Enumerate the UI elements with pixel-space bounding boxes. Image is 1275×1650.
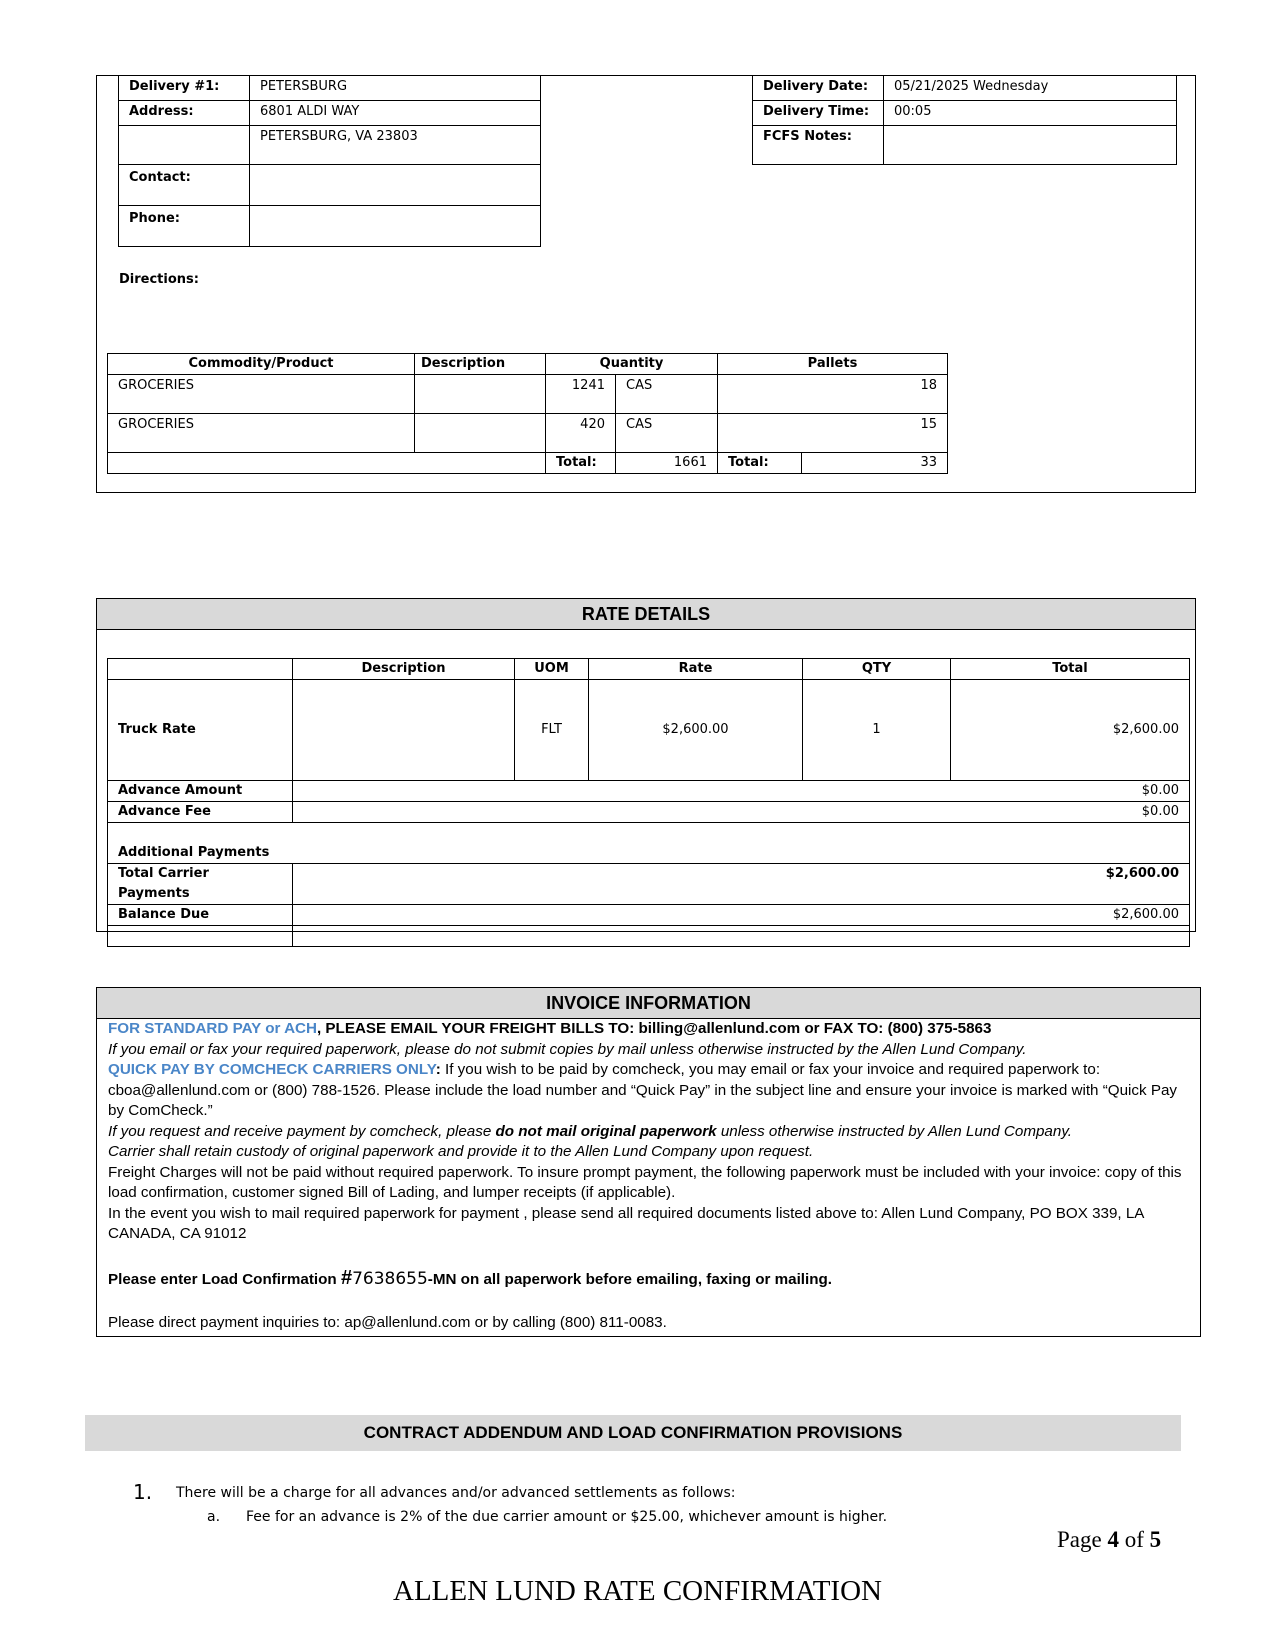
directions-label: Directions: [119,272,199,287]
invoice-title: INVOICE INFORMATION [97,988,1200,1019]
total-carrier-value: $2,600.00 [293,864,1190,905]
delivery-address-table [118,75,541,247]
invoice-body [108,1019,1193,1333]
mail-note: In the event you wish to mail required paperwork for payment , please send all required documents listed above to: Allen Lund Company, PO BOX 339, LA CANADA, CA 91012 [108,1204,1144,1242]
truck-rate-description [293,680,515,781]
custody-note: Carrier shall retain custody of original paperwork and provide it to the Allen Lund Company upon request. [108,1143,814,1160]
rate-blank-cell [108,926,293,947]
load-conf-hash: # [340,1266,353,1289]
totals-blank [108,453,546,474]
row-product: GROCERIES [108,414,415,453]
comcheck-note [108,1122,1193,1143]
row-qty: 1241 [546,375,616,414]
row-qty: 420 [546,414,616,453]
load-conf-text-a: Please enter Load Confirmation [108,1270,341,1288]
load-confirmation-number: 7638655 [352,1268,428,1289]
standard-pay-heading: FOR STANDARD PAY or ACH [108,1020,317,1037]
uom-header: UOM [515,659,589,680]
phone-value [250,206,541,247]
delivery-date-label: Delivery Date: [753,76,884,101]
comcheck-note-a: If you request and receive payment by comcheck, please [108,1122,496,1140]
rate-table [107,658,1190,947]
rate-description-header: Description [293,659,515,680]
pallets-total-label: Total: [718,453,802,474]
addendum-title: CONTRACT ADDENDUM AND LOAD CONFIRMATION PROVISIONS [85,1415,1181,1451]
row-pallets: 18 [718,375,948,414]
quick-pay-heading: QUICK PAY BY COMCHECK CARRIERS ONLY [108,1061,436,1078]
sub-item-text: Fee for an advance is 2% of the due carrier amount or $25.00, whichever amount is higher. [246,1509,888,1525]
row-unit: CAS [616,375,718,414]
balance-due-label: Balance Due [108,905,293,926]
comcheck-note-b: unless otherwise instructed by Allen Lund Company. [716,1122,1073,1140]
advance-amount-value: $0.00 [293,781,1190,802]
pallets-header: Pallets [718,354,948,375]
rate-header-blank [108,659,293,680]
commodity-header: Commodity/Product [108,354,415,375]
address-label: Address: [119,101,250,126]
totals-row [108,453,948,474]
list-item-number: 1. [133,1480,153,1504]
standard-pay-line [108,1019,1193,1040]
address-label-blank [119,126,250,165]
truck-rate-row [108,680,1190,781]
row-pallets: 15 [718,414,948,453]
address-line2: PETERSBURG, VA 23803 [250,126,541,165]
page-number [1057,1527,1161,1553]
delivery-name: PETERSBURG [250,76,541,101]
advance-fee-label: Advance Fee [108,802,293,823]
rate-header: Rate [589,659,803,680]
table-row [108,414,948,453]
delivery-date-value: 05/21/2025 Wednesday [884,76,1177,101]
row-unit: CAS [616,414,718,453]
fcfs-label: FCFS Notes: [753,126,884,165]
contact-value [250,165,541,206]
quantity-header: Quantity [546,354,718,375]
truck-uom: FLT [515,680,589,781]
phone-label: Phone: [119,206,250,247]
page-total: 5 [1149,1527,1162,1552]
rate-details-title: RATE DETAILS [97,599,1195,630]
table-row [108,375,948,414]
truck-total: $2,600.00 [951,680,1190,781]
total-header: Total [951,659,1190,680]
footer-title: ALLEN LUND RATE CONFIRMATION [393,1575,882,1607]
row-description [415,375,546,414]
quick-pay-colon: : [435,1061,441,1078]
commodity-table [107,353,948,474]
comcheck-note-bold: do not mail original paperwork [495,1122,717,1140]
spacer [108,1293,1193,1313]
contact-label: Contact: [119,165,250,206]
row-product: GROCERIES [108,375,415,414]
sub-item-letter: a. [207,1509,221,1525]
delivery-time-label: Delivery Time: [753,101,884,126]
page-of: of [1118,1527,1150,1552]
standard-pay-note: If you email or fax your required paperwork, please do not submit copies by mail unless otherwise instructed by the Allen Lund Company. [108,1040,1027,1058]
rate-blank-cell [293,926,1190,947]
page-current: 4 [1107,1527,1119,1552]
truck-rate: $2,600.00 [589,680,803,781]
address-line1: 6801 ALDI WAY [250,101,541,126]
list-item-text: There will be a charge for all advances and/or advanced settlements as follows: [176,1485,736,1501]
row-description [415,414,546,453]
truck-rate-label: Truck Rate [108,680,293,781]
fcfs-value [884,126,1177,165]
standard-pay-text: , PLEASE EMAIL YOUR FREIGHT BILLS TO: billing@allenlund.com or FAX TO: (800) 375-5863 [316,1020,992,1037]
freight-charges-note: Freight Charges will not be paid without required paperwork. To insure prompt payment, the following paperwork must be included with your invoice: copy of this load confirmation, customer signed Bill of Lading, and lumper receipts (if applicable). [108,1163,1182,1201]
quick-pay-text: If you wish to be paid by comcheck, you may email or fax your invoice and required paperwork to: cboa@allenlund.com or (800) 788-1526. Please include the load number and “Quick Pay” in the subject line and ensure your invoice is marked with “Quick Pay by ComCheck.” [108,1061,1177,1119]
additional-payments-label: Additional Payments [108,823,1190,864]
qty-total-label: Total: [546,453,616,474]
spacer [108,1245,1193,1265]
load-conf-text-b: -MN on all paperwork before emailing, faxing or mailing. [427,1270,833,1288]
quick-pay-paragraph [108,1060,1193,1122]
pallets-total-value: 33 [802,453,948,474]
total-carrier-label: Total Carrier Payments [108,864,293,905]
description-header: Description [415,354,546,375]
advance-amount-label: Advance Amount [108,781,293,802]
payment-inquiries: Please direct payment inquiries to: ap@allenlund.com or by calling (800) 811-0083. [108,1313,667,1331]
balance-due-value: $2,600.00 [293,905,1190,926]
truck-qty: 1 [803,680,951,781]
delivery-date-table [752,75,1177,165]
delivery-label: Delivery #1: [119,76,250,101]
qty-total-value: 1661 [616,453,718,474]
page-word: Page [1057,1527,1108,1552]
delivery-time-value: 00:05 [884,101,1177,126]
qty-header: QTY [803,659,951,680]
advance-fee-value: $0.00 [293,802,1190,823]
load-confirmation-line [108,1265,1193,1293]
